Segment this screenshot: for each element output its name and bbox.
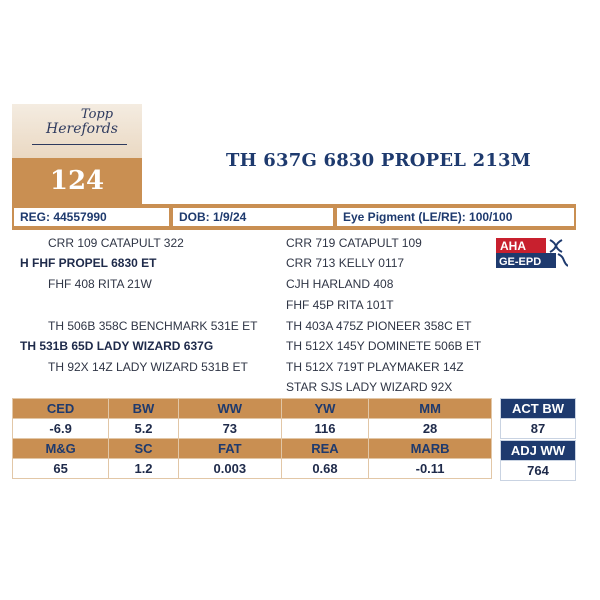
epd-header-row-1	[13, 399, 492, 419]
pedigree-ancestor-1: CRR 719 CATAPULT 109	[286, 236, 422, 250]
pedigree-sire-dam: FHF 408 RITA 21W	[48, 277, 152, 291]
epd-header-marb: MARB	[369, 439, 492, 459]
pedigree-dam-sire: TH 506B 358C BENCHMARK 531E ET	[48, 319, 258, 333]
date-of-birth: DOB: 1/9/24	[173, 208, 333, 226]
epd-header-ww: WW	[178, 399, 281, 419]
epd-value-bw: 5.2	[109, 419, 179, 439]
epd-value-row-2	[13, 459, 492, 479]
info-bar	[12, 204, 576, 230]
adj-ww-value: 764	[501, 461, 576, 481]
epd-value-yw: 116	[281, 419, 368, 439]
adjusted-weaning-weight-table	[500, 440, 576, 481]
epd-header-rea: REA	[281, 439, 368, 459]
epd-header-mm: MM	[369, 399, 492, 419]
pedigree-ancestor-2: CRR 713 KELLY 0117	[286, 256, 405, 270]
animal-name: TH 637G 6830 PROPEL 213M	[226, 150, 531, 171]
logo-underline	[32, 144, 127, 145]
epd-value-rea: 0.68	[281, 459, 368, 479]
logo-line-2: Herefords	[46, 121, 118, 137]
adj-ww-label: ADJ WW	[501, 441, 576, 461]
epd-header-bw: BW	[109, 399, 179, 419]
epd-value-sc: 1.2	[109, 459, 179, 479]
epd-header-mg: M&G	[13, 439, 109, 459]
act-bw-value: 87	[501, 419, 576, 439]
pedigree-ancestor-6: TH 512X 145Y DOMINETE 506B ET	[286, 339, 482, 353]
epd-value-ww: 73	[178, 419, 281, 439]
pedigree-ancestor-3: CJH HARLAND 408	[286, 277, 394, 291]
epd-header-fat: FAT	[178, 439, 281, 459]
epd-table	[12, 398, 492, 479]
epd-value-row-1	[13, 419, 492, 439]
pedigree-sire-sire: CRR 109 CATAPULT 322	[48, 236, 184, 250]
aha-ge-epd-logo	[496, 238, 568, 268]
aha-logo-top-text: AHA	[500, 239, 526, 253]
logo-line-1: Topp	[80, 107, 114, 122]
act-bw-label: ACT BW	[501, 399, 576, 419]
epd-header-yw: YW	[281, 399, 368, 419]
pedigree-sire: H FHF PROPEL 6830 ET	[20, 256, 157, 270]
lot-number: 124	[49, 166, 105, 196]
lot-number-box	[12, 158, 142, 204]
epd-value-mg: 65	[13, 459, 109, 479]
epd-header-ced: CED	[13, 399, 109, 419]
pedigree-ancestor-4: FHF 45P RITA 101T	[286, 298, 394, 312]
eye-pigment: Eye Pigment (LE/RE): 100/100	[337, 208, 574, 226]
actual-birth-weight-table	[500, 398, 576, 439]
pedigree-dam-dam: TH 92X 14Z LADY WIZARD 531B ET	[48, 360, 248, 374]
pedigree-dam: TH 531B 65D LADY WIZARD 637G	[20, 339, 214, 353]
epd-value-mm: 28	[369, 419, 492, 439]
registration-number: REG: 44557990	[14, 208, 169, 226]
epd-value-fat: 0.003	[178, 459, 281, 479]
epd-header-row-2	[13, 439, 492, 459]
pedigree-ancestor-5: TH 403A 475Z PIONEER 358C ET	[286, 319, 472, 333]
epd-value-marb: -0.11	[369, 459, 492, 479]
epd-header-sc: SC	[109, 439, 179, 459]
epd-value-ced: -6.9	[13, 419, 109, 439]
farm-logo-text	[12, 108, 142, 136]
aha-logo-bottom-text: GE-EPD	[499, 256, 542, 268]
pedigree-ancestor-7: TH 512X 719T PLAYMAKER 14Z	[286, 360, 464, 374]
pedigree-ancestor-8: STAR SJS LADY WIZARD 92X	[286, 380, 453, 394]
